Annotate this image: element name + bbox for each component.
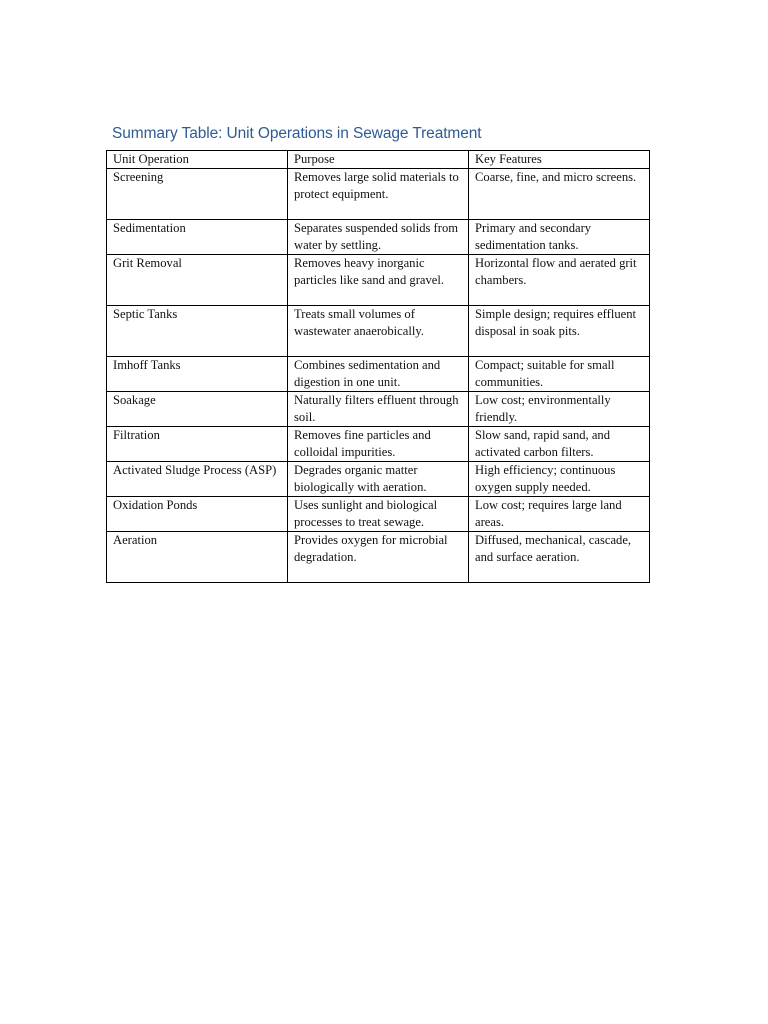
table-row: [107, 255, 650, 306]
cell-key-features: Diffused, mechanical, cascade, and surface aeration.: [469, 532, 650, 583]
cell-key-features: High efficiency; continuous oxygen supply needed.: [469, 462, 650, 497]
cell-key-features: Horizontal flow and aerated grit chambers.: [469, 255, 650, 306]
table-row: [107, 532, 650, 583]
cell-purpose: Uses sunlight and biological processes to treat sewage.: [288, 497, 469, 532]
cell-key-features: Compact; suitable for small communities.: [469, 357, 650, 392]
cell-key-features: Primary and secondary sedimentation tanks.: [469, 220, 650, 255]
cell-unit-operation: Activated Sludge Process (ASP): [107, 462, 288, 497]
cell-purpose: Degrades organic matter biologically with aeration.: [288, 462, 469, 497]
cell-purpose: Removes large solid materials to protect equipment.: [288, 169, 469, 220]
header-cell-key-features: Key Features: [469, 151, 650, 169]
cell-unit-operation: Aeration: [107, 532, 288, 583]
table-row: [107, 306, 650, 357]
cell-purpose: Provides oxygen for microbial degradation.: [288, 532, 469, 583]
table-row: [107, 357, 650, 392]
table-row: [107, 220, 650, 255]
table-row: [107, 169, 650, 220]
cell-purpose: Naturally filters effluent through soil.: [288, 392, 469, 427]
table-row: [107, 497, 650, 532]
cell-purpose: Combines sedimentation and digestion in one unit.: [288, 357, 469, 392]
table-header-row: [107, 151, 650, 169]
cell-purpose: Separates suspended solids from water by settling.: [288, 220, 469, 255]
cell-purpose: Treats small volumes of wastewater anaerobically.: [288, 306, 469, 357]
cell-key-features: Slow sand, rapid sand, and activated carbon filters.: [469, 427, 650, 462]
cell-key-features: Simple design; requires effluent disposal in soak pits.: [469, 306, 650, 357]
table-row: [107, 427, 650, 462]
cell-key-features: Low cost; environmentally friendly.: [469, 392, 650, 427]
cell-unit-operation: Filtration: [107, 427, 288, 462]
cell-unit-operation: Screening: [107, 169, 288, 220]
cell-purpose: Removes heavy inorganic particles like sand and gravel.: [288, 255, 469, 306]
cell-unit-operation: Septic Tanks: [107, 306, 288, 357]
table-row: [107, 392, 650, 427]
cell-unit-operation: Oxidation Ponds: [107, 497, 288, 532]
summary-table: [106, 150, 650, 583]
cell-unit-operation: Imhoff Tanks: [107, 357, 288, 392]
header-cell-unit-operation: Unit Operation: [107, 151, 288, 169]
cell-unit-operation: Sedimentation: [107, 220, 288, 255]
cell-key-features: Low cost; requires large land areas.: [469, 497, 650, 532]
table-row: [107, 462, 650, 497]
header-cell-purpose: Purpose: [288, 151, 469, 169]
table-title: Summary Table: Unit Operations in Sewage Treatment: [112, 125, 482, 142]
cell-unit-operation: Soakage: [107, 392, 288, 427]
cell-unit-operation: Grit Removal: [107, 255, 288, 306]
cell-purpose: Removes fine particles and colloidal impurities.: [288, 427, 469, 462]
cell-key-features: Coarse, fine, and micro screens.: [469, 169, 650, 220]
